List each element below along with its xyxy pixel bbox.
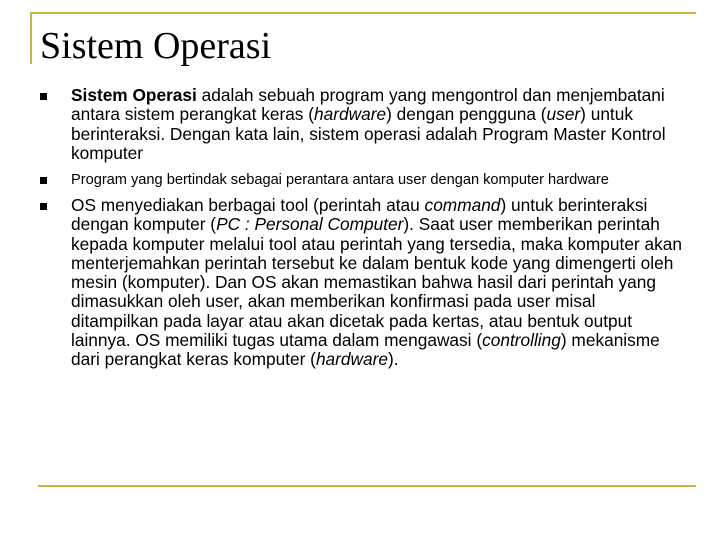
text-run: ) dengan pengguna ( [386,104,547,125]
text-run: ) untuk berinteraksi dengan komputer ( [71,194,648,235]
square-bullet-icon [40,203,47,210]
italic-run: controlling [482,330,561,351]
decorative-bottom-rule [38,485,696,487]
italic-run: hardware [314,104,387,125]
text-run: ). Saat user memberikan perintah kepada komputer melalui tool atau perintah yang tersedia, maka komputer akan menterjemahkan perintah tersebut ke dalam bentuk kode yang dimengerti oleh mesin (komputer). Dan OS akan memastikan bahwa hasil dari perintah yang dimasukkan oleh user, akan memberikan konfirmasi pada user misal ditampilkan pada layar atau akan dicetak pada kertas, atau bentuk output lainnya. OS memiliki tugas utama dalam mengawasi ( [71,214,682,351]
bullet-item-definition [36,86,686,163]
text-run: ). [387,349,399,370]
italic-run: user [546,104,581,125]
decorative-left-rule [30,12,32,64]
slide-title: Sistem Operasi [40,25,272,67]
decorative-top-rule [30,12,696,14]
italic-run: hardware [315,349,388,370]
bullet-text [71,173,686,188]
bullet-text [71,196,686,370]
square-bullet-icon [40,177,47,184]
bullet-item-os-tools [36,196,686,370]
text-run: Program yang bertindak sebagai perantara antara user dengan komputer hardware [71,172,609,189]
bullet-item-intermediary [36,173,686,188]
text-run: OS menyediakan berbagai tool (perintah atau [71,194,425,215]
italic-run: command [424,194,501,215]
italic-run: PC : Personal Computer [216,214,404,235]
bullet-list [36,86,686,370]
bold-run: Sistem Operasi [71,85,197,105]
text-run: ) mekanisme dari perangkat keras komputer ( [71,330,660,370]
bullet-text [71,86,686,163]
text-run: adalah sebuah program yang mengontrol dan menjembatani antara sistem perangkat keras ( [71,85,665,125]
square-bullet-icon [40,93,47,100]
text-run: ) untuk berinteraksi. Dengan kata lain, sistem operasi adalah Program Master Kontrol komputer [71,104,666,163]
